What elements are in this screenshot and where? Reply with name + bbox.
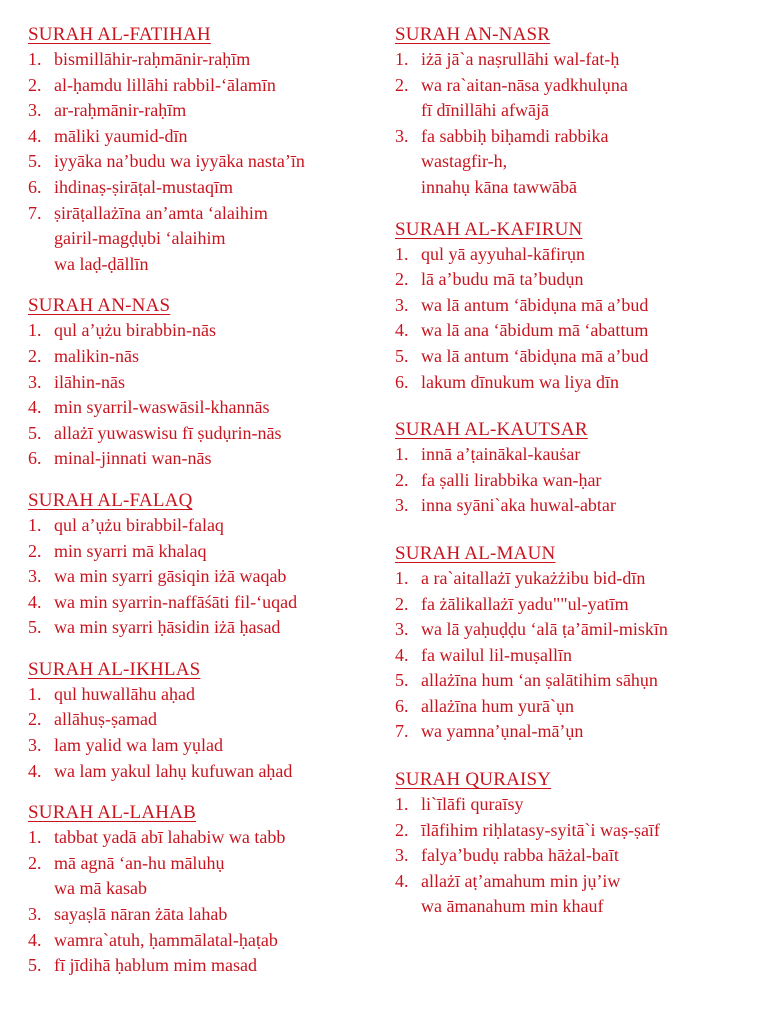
verse-number: 4. xyxy=(28,397,42,418)
verse-number: 1. xyxy=(395,243,409,264)
verse-number: 1. xyxy=(395,444,409,465)
verse-line: lakum dīnukum wa liya dīn xyxy=(421,371,619,392)
verse-list xyxy=(28,825,400,979)
verse-number: 6. xyxy=(28,448,42,469)
verse-text xyxy=(54,953,257,979)
verse-item xyxy=(395,592,767,618)
verse-text xyxy=(54,590,297,616)
verse-line: malikin-nās xyxy=(54,345,139,366)
verse-line: fa sabbiḥ biḥamdi rabbika xyxy=(421,125,609,146)
verse-item xyxy=(395,293,767,319)
verse-line: wa laḍ-ḍāllīn xyxy=(54,253,149,274)
verse-item xyxy=(28,395,400,421)
verse-number: 2. xyxy=(395,74,409,95)
verse-text xyxy=(54,344,139,370)
verse-text xyxy=(421,592,629,618)
surah-section-surah-al-ikhlas xyxy=(28,657,400,784)
verse-number: 3. xyxy=(28,735,42,756)
verse-line: ṣirāṭallażīna an’amta ‘alaihim xyxy=(54,202,268,223)
verse-text xyxy=(421,694,574,720)
verse-item xyxy=(28,446,400,472)
verse-line: lam yalid wa lam yụlad xyxy=(54,735,223,756)
verse-line: wastagfir-h, xyxy=(421,151,508,172)
verse-item xyxy=(395,370,767,396)
verse-number: 7. xyxy=(395,721,409,742)
verse-item xyxy=(28,318,400,344)
verse-item xyxy=(28,47,400,73)
verse-number: 5. xyxy=(395,670,409,691)
verse-number: 3. xyxy=(28,100,42,121)
verse-line: wa yamna’ụnal-mā’ụn xyxy=(421,721,584,742)
verse-line: wa lam yakul lahụ kufuwan aḥad xyxy=(54,760,293,781)
verse-number: 2. xyxy=(28,540,42,561)
verse-text xyxy=(54,421,281,447)
surah-section-surah-al-kautsar xyxy=(395,417,767,519)
verse-list xyxy=(395,566,767,745)
verse-item xyxy=(28,421,400,447)
verse-line: īlāfihim riḥlatasy-syitā`i waṣ-ṣaīf xyxy=(421,819,660,840)
verse-text xyxy=(421,344,648,370)
verse-line: tabbat yadā abī lahabiw wa tabb xyxy=(54,827,286,848)
verse-line: fī dīnillāhi afwājā xyxy=(421,100,549,121)
surah-title: SURAH QURAISY xyxy=(395,769,552,791)
verse-number: 1. xyxy=(28,49,42,69)
verse-line: al-ḥamdu lillāhi rabbil-‘ālamīn xyxy=(54,74,276,95)
verse-text xyxy=(54,513,224,539)
verse-item xyxy=(395,869,767,920)
verse-number: 5. xyxy=(28,955,42,976)
verse-item xyxy=(395,566,767,592)
verse-text xyxy=(421,617,668,643)
verse-text xyxy=(421,468,601,494)
verse-number: 3. xyxy=(28,904,42,925)
surah-title: SURAH AN-NAS xyxy=(28,295,171,317)
verse-line: qul a’ụżu birabbil-falaq xyxy=(54,514,224,535)
verse-line: allażī aṭ’amahum min jụ’iw xyxy=(421,870,621,891)
verse-item xyxy=(395,617,767,643)
verse-number: 2. xyxy=(395,469,409,490)
verse-text xyxy=(421,493,616,519)
left-column xyxy=(28,22,400,995)
verse-line: iyyāka na’budu wa iyyāka nasta’īn xyxy=(54,151,305,172)
verse-text xyxy=(421,73,628,124)
surah-title: SURAH AL-MAUN xyxy=(395,542,556,564)
verse-text xyxy=(421,242,585,268)
verse-line: innā a’ṭainākal-kauṡar xyxy=(421,444,581,465)
verse-item xyxy=(395,267,767,293)
verse-item xyxy=(28,370,400,396)
verse-text xyxy=(54,175,233,201)
surah-title: SURAH AL-KAFIRUN xyxy=(395,218,583,240)
verse-text xyxy=(421,643,572,669)
verse-item xyxy=(28,175,400,201)
verse-number: 5. xyxy=(28,422,42,443)
verse-text xyxy=(421,47,619,73)
verse-line: fa ṣalli lirabbika wan-ḥar xyxy=(421,469,602,490)
verse-item xyxy=(28,733,400,759)
verse-item xyxy=(28,953,400,979)
verse-number: 4. xyxy=(28,591,42,612)
verse-line: fa żālikallażī yadu""ul-yatīm xyxy=(421,593,629,614)
verse-number: 4. xyxy=(395,644,409,665)
verse-item xyxy=(28,564,400,590)
verse-line: wa ra`aitan-nāsa yadkhulụna xyxy=(421,74,628,95)
verse-line: minal-jinnati wan-nās xyxy=(54,448,212,469)
verse-text xyxy=(54,318,216,344)
verse-text xyxy=(421,442,580,468)
verse-item xyxy=(28,707,400,733)
verse-number: 2. xyxy=(395,819,409,840)
verse-text xyxy=(54,707,157,733)
verse-list xyxy=(28,513,400,641)
surah-section-surah-an-nas xyxy=(28,293,400,472)
verse-line: mā agnā ‘an-hu māluhụ xyxy=(54,852,225,873)
verse-text xyxy=(54,733,223,759)
verse-line: wa min syarrin-naffāśāti fil-‘uqad xyxy=(54,591,298,612)
verse-text xyxy=(421,124,608,201)
surah-title: SURAH AL-LAHAB xyxy=(28,802,197,824)
verse-item xyxy=(28,124,400,150)
surah-section-surah-quraisy xyxy=(395,767,767,920)
verse-number: 2. xyxy=(28,74,42,95)
verse-line: allażīna hum yurā`ụn xyxy=(421,695,574,716)
verse-number: 2. xyxy=(28,852,42,873)
surah-section-surah-an-nasr xyxy=(395,22,767,201)
verse-number: 4. xyxy=(28,760,42,781)
verse-line: fī jīdihā ḥablum mim masad xyxy=(54,955,257,976)
verse-number: 1. xyxy=(395,49,409,69)
verse-item xyxy=(28,201,400,278)
verse-text xyxy=(54,902,227,928)
verse-text xyxy=(54,928,278,954)
verse-line: wamra`atuh, ḥammālatal-ḥaṭab xyxy=(54,929,278,950)
verse-line: wa min syarri gāsiqin iżā waqab xyxy=(54,566,287,587)
verse-line: wa lā ana ‘ābidum mā ‘abattum xyxy=(421,320,649,341)
verse-line: sayaṣlā nāran żāta lahab xyxy=(54,904,228,925)
verse-line: māliki yaumid-dīn xyxy=(54,125,188,146)
verse-line: wa āmanahum min khauf xyxy=(421,896,604,917)
verse-list xyxy=(28,318,400,472)
verse-text xyxy=(421,318,648,344)
verse-text xyxy=(54,825,285,851)
verse-item xyxy=(395,694,767,720)
verse-line: wa mā kasab xyxy=(54,878,147,899)
verse-number: 3. xyxy=(395,125,409,146)
verse-number: 4. xyxy=(395,320,409,341)
verse-line: wa lā yaḥuḍḍu ‘alā ṭa’āmil-miskīn xyxy=(421,619,668,640)
verse-line: allāhuṣ-ṣamad xyxy=(54,709,157,730)
verse-line: wa lā antum ‘ābidụna mā a’bud xyxy=(421,294,649,315)
verse-text xyxy=(54,98,186,124)
verse-item xyxy=(395,442,767,468)
verse-item xyxy=(395,843,767,869)
verse-item xyxy=(395,344,767,370)
verse-number: 3. xyxy=(395,845,409,866)
verse-line: allażī yuwaswisu fī ṣudụrin-nās xyxy=(54,422,282,443)
surah-section-surah-al-falaq xyxy=(28,488,400,641)
verse-number: 4. xyxy=(28,929,42,950)
verse-text xyxy=(421,818,660,844)
verse-line: min syarril-waswāsil-khannās xyxy=(54,397,270,418)
verse-text xyxy=(54,759,292,785)
verse-item xyxy=(28,825,400,851)
verse-item xyxy=(395,643,767,669)
verse-item xyxy=(28,344,400,370)
verse-number: 3. xyxy=(28,371,42,392)
verse-item xyxy=(28,513,400,539)
verse-number: 1. xyxy=(28,514,42,535)
verse-line: lā a’budu mā ta’budụn xyxy=(421,269,584,290)
verse-item xyxy=(395,792,767,818)
verse-text xyxy=(421,668,658,694)
verse-line: li`īlāfi quraīsy xyxy=(421,794,524,815)
verse-line: fa wailul lil-muṣallīn xyxy=(421,644,572,665)
verse-text xyxy=(54,564,286,590)
verse-item xyxy=(395,124,767,201)
right-column xyxy=(395,22,767,936)
verse-number: 4. xyxy=(28,125,42,146)
verse-text xyxy=(421,267,583,293)
verse-item xyxy=(395,318,767,344)
verse-item xyxy=(28,615,400,641)
verse-line: gairil-magḍụbi ‘alaihim xyxy=(54,228,226,249)
verse-line: wa lā antum ‘ābidụna mā a’bud xyxy=(421,345,649,366)
verse-text xyxy=(421,869,620,920)
verse-line: bismillāhir-raḥmānir-raḥīm xyxy=(54,49,251,69)
verse-item xyxy=(28,851,400,902)
verse-number: 6. xyxy=(28,176,42,197)
verse-item xyxy=(28,759,400,785)
verse-line: ihdinaṣ-ṣirāṭal-mustaqīm xyxy=(54,176,233,197)
verse-number: 2. xyxy=(395,593,409,614)
verse-number: 3. xyxy=(395,294,409,315)
verse-number: 6. xyxy=(395,695,409,716)
verse-line: innahụ kāna tawwābā xyxy=(421,176,577,197)
verse-item xyxy=(395,242,767,268)
verse-text xyxy=(54,446,211,472)
verse-text xyxy=(421,566,645,592)
verse-line: iżā jā`a naṣrullāhi wal-fat-ḥ xyxy=(421,49,620,69)
verse-number: 2. xyxy=(395,269,409,290)
verse-item xyxy=(395,73,767,124)
verse-item xyxy=(28,539,400,565)
verse-text xyxy=(421,293,648,319)
verse-line: allażīna hum ‘an ṣalātihim sāhụn xyxy=(421,670,658,691)
verse-list xyxy=(28,47,400,277)
verse-number: 4. xyxy=(395,870,409,891)
verse-text xyxy=(54,47,250,73)
verse-line: qul a’ụżu birabbin-nās xyxy=(54,320,216,341)
verse-text xyxy=(54,851,224,902)
verse-number: 1. xyxy=(28,683,42,704)
verse-number: 7. xyxy=(28,202,42,223)
verse-item xyxy=(395,493,767,519)
verse-item xyxy=(28,902,400,928)
verse-line: wa min syarri ḥāsidin iżā ḥasad xyxy=(54,617,281,638)
verse-line: inna syāni`aka huwal-abtar xyxy=(421,495,616,516)
verse-list xyxy=(28,682,400,784)
verse-list xyxy=(395,442,767,519)
verse-list xyxy=(395,47,767,201)
verse-text xyxy=(54,370,125,396)
verse-text xyxy=(54,539,206,565)
verse-number: 2. xyxy=(28,709,42,730)
verse-number: 5. xyxy=(28,151,42,172)
verse-text xyxy=(54,124,187,150)
verse-item xyxy=(28,590,400,616)
verse-text xyxy=(421,719,583,745)
verse-text xyxy=(421,370,619,396)
verse-number: 1. xyxy=(28,827,42,848)
verse-number: 6. xyxy=(395,371,409,392)
verse-text xyxy=(421,792,523,818)
surah-title: SURAH AL-FALAQ xyxy=(28,489,193,511)
verse-item xyxy=(395,668,767,694)
verse-item xyxy=(28,98,400,124)
verse-line: min syarri mā khalaq xyxy=(54,540,207,561)
verse-text xyxy=(54,682,195,708)
verse-line: falya’budụ rabba hāżal-baīt xyxy=(421,845,619,866)
surah-section-surah-al-lahab xyxy=(28,800,400,979)
verse-item xyxy=(28,928,400,954)
surah-title: SURAH AL-FATIHAH xyxy=(28,24,211,45)
verse-text xyxy=(421,843,619,869)
verse-text xyxy=(54,615,280,641)
verse-item xyxy=(395,468,767,494)
verse-item xyxy=(395,47,767,73)
verse-line: qul huwallāhu aḥad xyxy=(54,683,195,704)
verse-item xyxy=(28,73,400,99)
verse-number: 2. xyxy=(28,345,42,366)
verse-line: a ra`aitallażī yukażżibu bid-dīn xyxy=(421,567,646,588)
verse-text xyxy=(54,395,269,421)
surah-title: SURAH AL-KAUTSAR xyxy=(395,419,588,441)
verse-text xyxy=(54,73,276,99)
verse-line: ilāhin-nās xyxy=(54,371,125,392)
verse-number: 3. xyxy=(395,495,409,516)
verse-number: 3. xyxy=(28,566,42,587)
verse-number: 5. xyxy=(28,617,42,638)
verse-number: 3. xyxy=(395,619,409,640)
verse-item xyxy=(395,719,767,745)
verse-list xyxy=(395,242,767,396)
surah-section-surah-al-fatihah xyxy=(28,22,400,277)
verse-text xyxy=(54,149,305,175)
verse-item xyxy=(395,818,767,844)
surah-title: SURAH AN-NASR xyxy=(395,24,551,45)
verse-line: qul yā ayyuhal-kāfirụn xyxy=(421,243,585,264)
surah-section-surah-al-kafirun xyxy=(395,217,767,396)
verse-number: 1. xyxy=(395,567,409,588)
verse-line: ar-raḥmānir-raḥīm xyxy=(54,100,187,121)
verse-list xyxy=(395,792,767,920)
surah-section-surah-al-maun xyxy=(395,541,767,745)
verse-number: 1. xyxy=(28,320,42,341)
verse-text xyxy=(54,201,268,278)
verse-number: 1. xyxy=(395,794,409,815)
surah-title: SURAH AL-IKHLAS xyxy=(28,658,201,680)
verse-item xyxy=(28,149,400,175)
verse-item xyxy=(28,682,400,708)
verse-number: 5. xyxy=(395,345,409,366)
